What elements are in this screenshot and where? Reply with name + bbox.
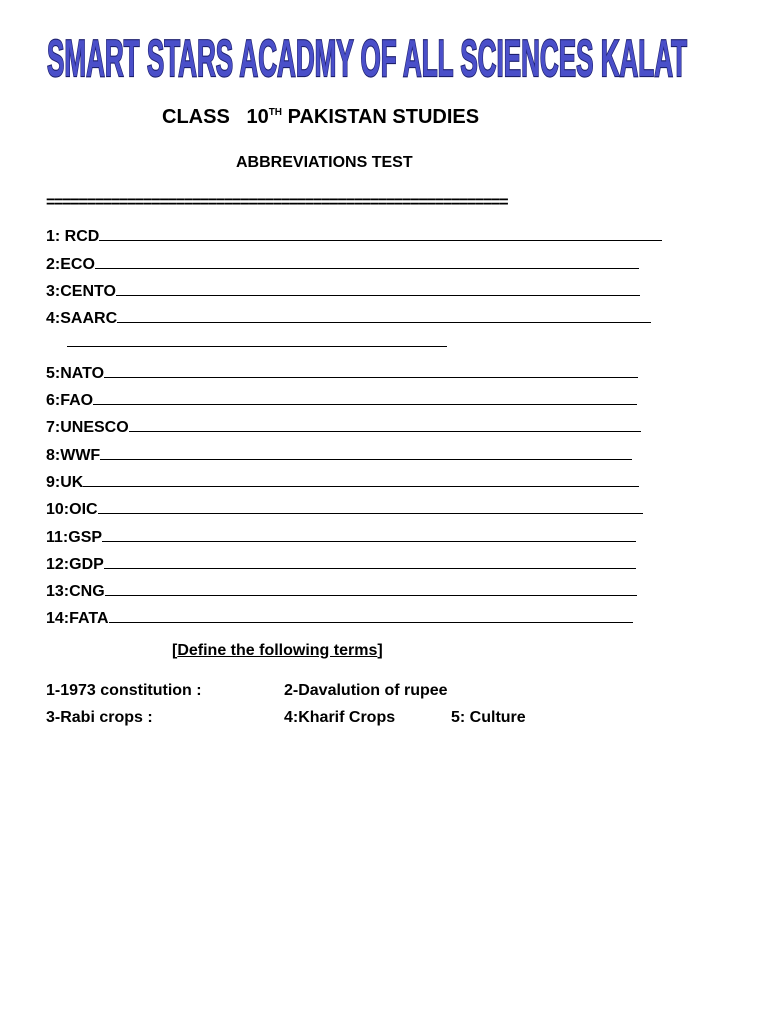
class-subject-title: [162, 106, 479, 129]
answer-line[interactable]: [83, 486, 639, 487]
question-row: [46, 274, 662, 301]
term-item: 3-Rabi crops :: [46, 709, 153, 726]
question-row: [46, 383, 662, 410]
question-row: [46, 355, 662, 382]
term-item: 4:Kharif Crops: [284, 709, 396, 726]
subject-label: PAKISTAN STUDIES: [282, 106, 480, 128]
question-label: 11:GSP: [46, 528, 103, 546]
question-label: 14:FATA: [46, 610, 109, 628]
question-row: [46, 601, 662, 628]
answer-line[interactable]: [99, 240, 662, 241]
academy-title-art: [0, 24, 768, 88]
answer-line[interactable]: [105, 595, 637, 596]
question-label: 5:NATO: [46, 364, 105, 382]
term-item: 1-1973 constitution :: [46, 682, 202, 699]
class-label: CLASS 10: [162, 106, 269, 128]
term-item: 2-Davalution of rupee: [284, 682, 448, 699]
academy-title-text: SMART STARS ACADMY OF ALL SCIENCES KALAT: [47, 30, 688, 88]
question-label: 9:UK: [46, 473, 84, 491]
answer-line[interactable]: [102, 541, 636, 542]
question-row: [46, 410, 662, 437]
answer-line[interactable]: [129, 431, 641, 432]
question-row: [46, 437, 662, 464]
define-heading: [172, 642, 383, 660]
question-label: 6:FAO: [46, 392, 94, 410]
answer-line[interactable]: [95, 268, 639, 269]
question-row: [46, 492, 662, 519]
question-label: 3:CENTO: [46, 282, 116, 300]
define-heading-text: Define the following terms: [177, 642, 378, 659]
question-label: 10:OIC: [46, 501, 98, 519]
answer-line[interactable]: [93, 404, 637, 405]
question-row: [46, 301, 662, 328]
answer-line[interactable]: [109, 622, 633, 623]
answer-line[interactable]: [117, 322, 651, 323]
question-label: 2:ECO: [46, 255, 95, 273]
question-row: [46, 519, 662, 546]
question-label: 13:CNG: [46, 583, 105, 601]
term-item: 5: Culture: [451, 709, 526, 726]
academy-title: [0, 24, 768, 88]
test-title: ABBREVIATIONS TEST: [236, 154, 413, 171]
answer-line[interactable]: [98, 513, 643, 514]
answer-line[interactable]: [100, 459, 632, 460]
answer-line[interactable]: [116, 295, 640, 296]
question-label: 7:UNESCO: [46, 419, 129, 437]
answer-line[interactable]: [104, 377, 638, 378]
question-row: [46, 219, 662, 246]
define-close-bracket: ]: [377, 642, 383, 659]
question-label: 4:SAARC: [46, 310, 118, 328]
separator-line: =========================================================: [46, 194, 508, 211]
question-label: 12:GDP: [46, 555, 104, 573]
answer-line[interactable]: [104, 568, 636, 569]
define-open-bracket: [: [172, 642, 178, 659]
question-label: 1: RCD: [46, 228, 100, 246]
question-row: [46, 574, 662, 601]
question-row: [46, 465, 662, 492]
question-row: [46, 547, 662, 574]
question-row: [46, 246, 662, 273]
abbreviation-list: [46, 219, 662, 628]
answer-line-continuation[interactable]: [67, 346, 447, 347]
class-superscript: TH: [268, 107, 283, 118]
question-label: 8:WWF: [46, 446, 101, 464]
